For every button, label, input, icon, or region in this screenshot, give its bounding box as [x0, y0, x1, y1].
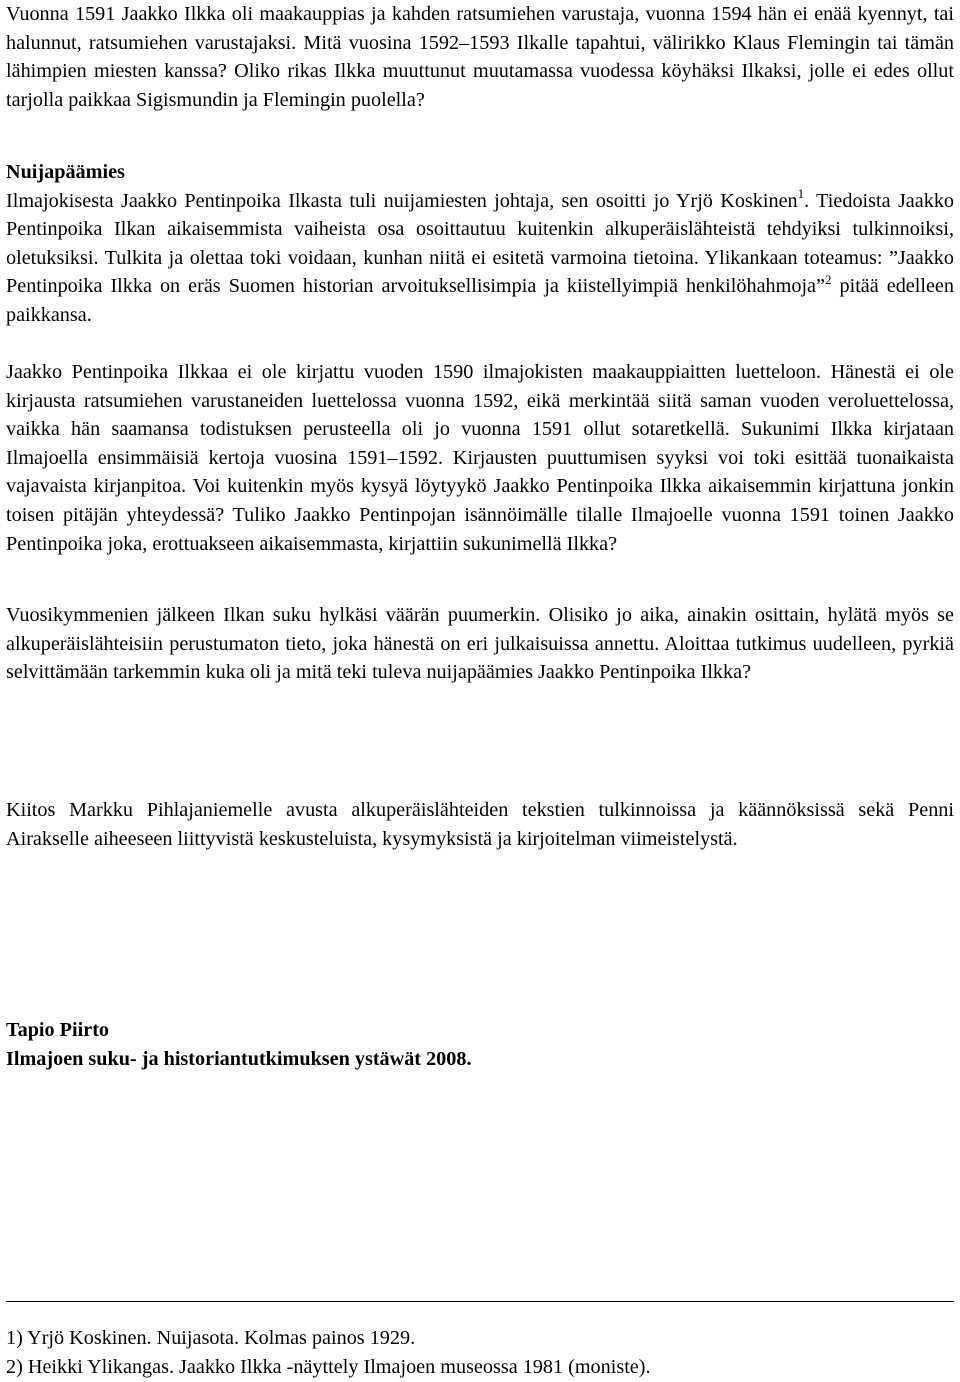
signature-block [6, 1016, 954, 1073]
author-organization: Ilmajoen suku- ja historiantutkimuksen ystäwät 2008. [6, 1047, 472, 1070]
section-paragraph-3: Vuosikymmenien jälkeen Ilkan suku hylkäsi väärän puumerkin. Olisiko jo aika, ainakin osittain, hylätä myös se alkuperäislähteisiin perustumaton tieto, joka hänestä on eri julkaisuissa annettu. Aloittaa tutkimus uudelleen, pyrkiä selvittämään tarkemmin kuka oli ja mitä teki tuleva nuijapäämies Jaakko Pentinpoika Ilkka? [6, 604, 954, 684]
section-paragraph-3-block [6, 601, 954, 687]
paragraph-text: Ilmajokisesta Jaakko Pentinpoika Ilkasta tuli nuijamiesten johtaja, sen osoitti jo Yrjö Koskinen [6, 189, 798, 212]
paragraph-text: pitää edelleen paikkansa. [6, 275, 954, 326]
author-name: Tapio Piirto [6, 1019, 110, 1041]
section-heading: Nuijapäämies [6, 161, 125, 183]
footnotes [6, 1324, 954, 1381]
footnote-ref-2: 2 [824, 271, 832, 287]
footnote-ref-1: 1 [797, 185, 805, 201]
footnote-1: 1) Yrjö Koskinen. Nuijasota. Kolmas painos 1929. [6, 1327, 416, 1349]
footnote-2: 2) Heikki Ylikangas. Jaakko Ilkka -näyttely Ilmajoen museossa 1981 (moniste). [6, 1355, 651, 1378]
acknowledgement-paragraph: Kiitos Markku Pihlajaniemelle avusta alkuperäislähteiden tekstien tulkinnoissa ja käännöksissä sekä Penni Airakselle aiheeseen liittyvistä keskusteluista, kysymyksistä ja kirjoitelman viimeistelystä. [6, 799, 954, 850]
footnote-divider [6, 1301, 954, 1302]
intro-paragraph: Vuonna 1591 Jaakko Ilkka oli maakauppias ja kahden ratsumiehen varustaja, vuonna 1594 hän ei enää kyennyt, tai halunnut, ratsumiehen varustajaksi. Mitä vuosina 1592–1593 Ilkalle tapahtui, välirikko Klaus Flemingin tai tämän lähimpien miesten kanssa? Oliko rikas Ilkka muuttunut muutamassa vuodessa köyhäksi Ilkaksi, jolle ei edes ollut tarjolla paikkaa Sigismundin ja Flemingin puolella? [6, 3, 954, 111]
document-page [6, 0, 954, 1382]
section-paragraph-2: Jaakko Pentinpoika Ilkkaa ei ole kirjattu vuoden 1590 ilmajokisten maakauppiaitten luetteloon. Hänestä ei ole kirjausta ratsumiehen varustaneiden luettelossa vuonna 1592, eikä merkintää siitä saman vuoden veroluettelossa, vaikka hän saamansa todistuksen perusteella oli jo vuonna 1591 ollut sotaretkellä. Sukunimi Ilkka kirjataan Ilmajoella ensimmäisiä kertoja vuosina 1591–1592. Kirjausten puuttumisen syyksi voi toki esittää tuonaikaista vajavaista kirjanpitoa. Voi kuitenkin myös kysyä löytyykö Jaakko Pentinpoika Ilkka aikaisemmin kirjattuna jonkin toisen pitäjän yhteydessä? Tuliko Jaakko Pentinpojan isännöimälle tilalle Ilmajoelle vuonna 1591 toinen Jaakko Pentinpoika joka, erottuakseen aikaisemmasta, kirjattiin sukunimellä Ilkka? [6, 361, 954, 555]
section-paragraph-2-block [6, 358, 954, 558]
intro-section [6, 0, 954, 114]
nuijapaamies-section [6, 158, 954, 330]
paragraph-text: . Tiedoista Jaakko Pentinpoika Ilkan aikaisemmista vaiheista osa osoittautuu kuitenkin alkuperäislähteistä tehdyiksi tulkinnoiksi, oletuksiksi. Tulkita ja olettaa toki voidaan, kunhan niitä ei esitetä varmoina tietoina. Ylikankaan toteamus: ”Jaakko Pentinpoika Ilkka on eräs Suomen historian arvoituksellisimpia ja kiistellyimpiä henkilöhahmoja” [6, 189, 955, 298]
section-paragraph-1 [6, 187, 954, 330]
acknowledgement-block [6, 796, 954, 853]
